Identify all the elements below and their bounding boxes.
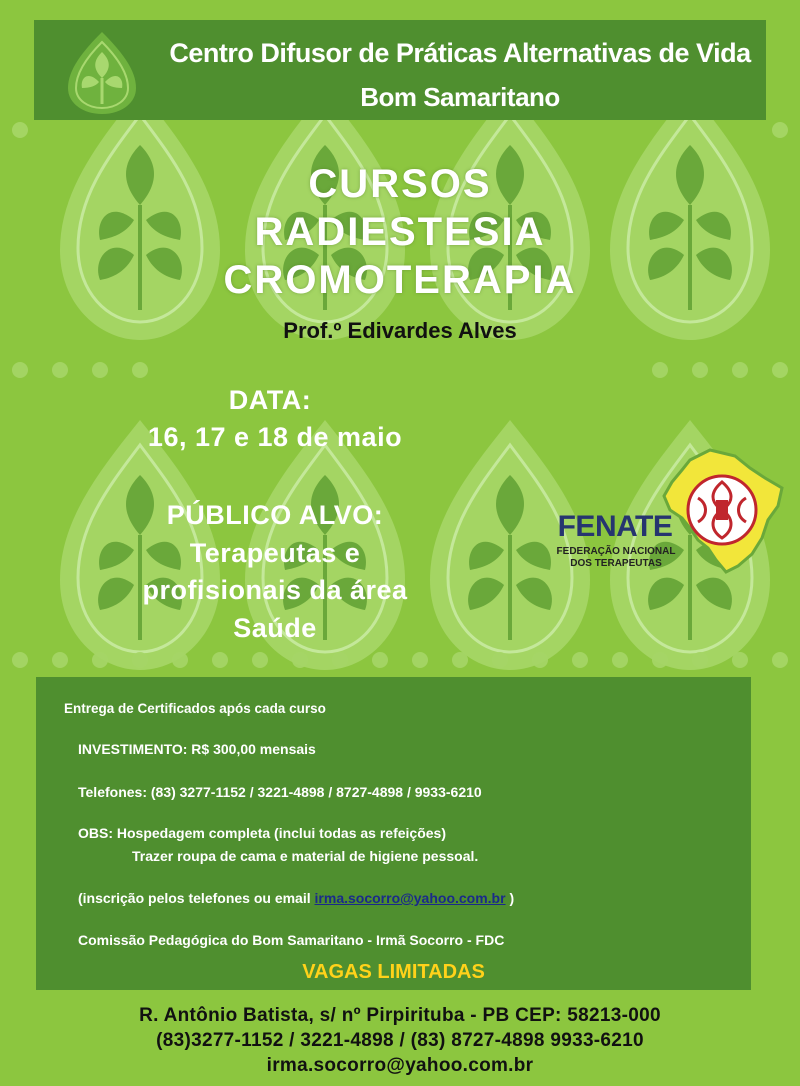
footer-address: R. Antônio Batista, s/ nº Pirpirituba - PB CEP: 58213-000 [139,1005,661,1026]
fenate-wordmark: FENATE [557,510,673,543]
commission-line: Comissão Pedagógica do Bom Samaritano - Irmã Socorro - FDC [78,932,505,948]
phones-line: Telefones: (83) 3277-1152 / 3221-4898 / 8727-4898 / 9933-6210 [78,784,482,800]
date-value: 16, 17 e 18 de maio [147,422,403,452]
title-cromoterapia: CROMOTERAPIA [223,258,577,302]
audience-line-3: Saúde [233,613,317,643]
audience-line-2: profisionais da área [142,575,408,605]
obs-line-2: Trazer roupa de cama e material de higiene pessoal. [132,848,479,864]
investment-line: INVESTIMENTO: R$ 300,00 mensais [78,741,316,757]
inscription-line [78,890,514,906]
audience-label: PÚBLICO ALVO: [166,500,384,530]
title-radiestesia: RADIESTESIA [254,210,546,254]
footer-email[interactable]: irma.socorro@yahoo.com.br [266,1055,534,1076]
header-banner [34,20,766,120]
inscription-email-link[interactable]: irma.socorro@yahoo.com.br [314,890,506,906]
leaf-logo-icon [64,30,140,116]
fenate-logo [540,448,790,578]
inscription-suffix: ) [505,890,515,906]
certificates-note: Entrega de Certificados após cada curso [64,701,326,716]
info-panel [36,677,751,990]
professor-name: Prof.º Edivardes Alves [283,318,517,343]
audience-line-1: Terapeutas e [189,538,361,568]
header-subtitle: Bom Samaritano [360,82,560,112]
header-title: Centro Difusor de Práticas Alternativas de Vida [169,38,751,68]
title-cursos: CURSOS [308,162,492,206]
footer-phones: (83)3277-1152 / 3221-4898 / (83) 8727-4898 9933-6210 [156,1030,644,1051]
vagas-limitadas: VAGAS LIMITADAS [302,961,485,983]
inscription-prefix: (inscrição pelos telefones ou email [78,890,315,906]
date-label: DATA: [228,385,312,415]
fenate-subtitle-1: FEDERAÇÃO NACIONAL [556,546,676,557]
obs-line-1: OBS: Hospedagem completa (inclui todas as refeições) [78,825,446,841]
fenate-subtitle-2: DOS TERAPEUTAS [570,558,662,569]
